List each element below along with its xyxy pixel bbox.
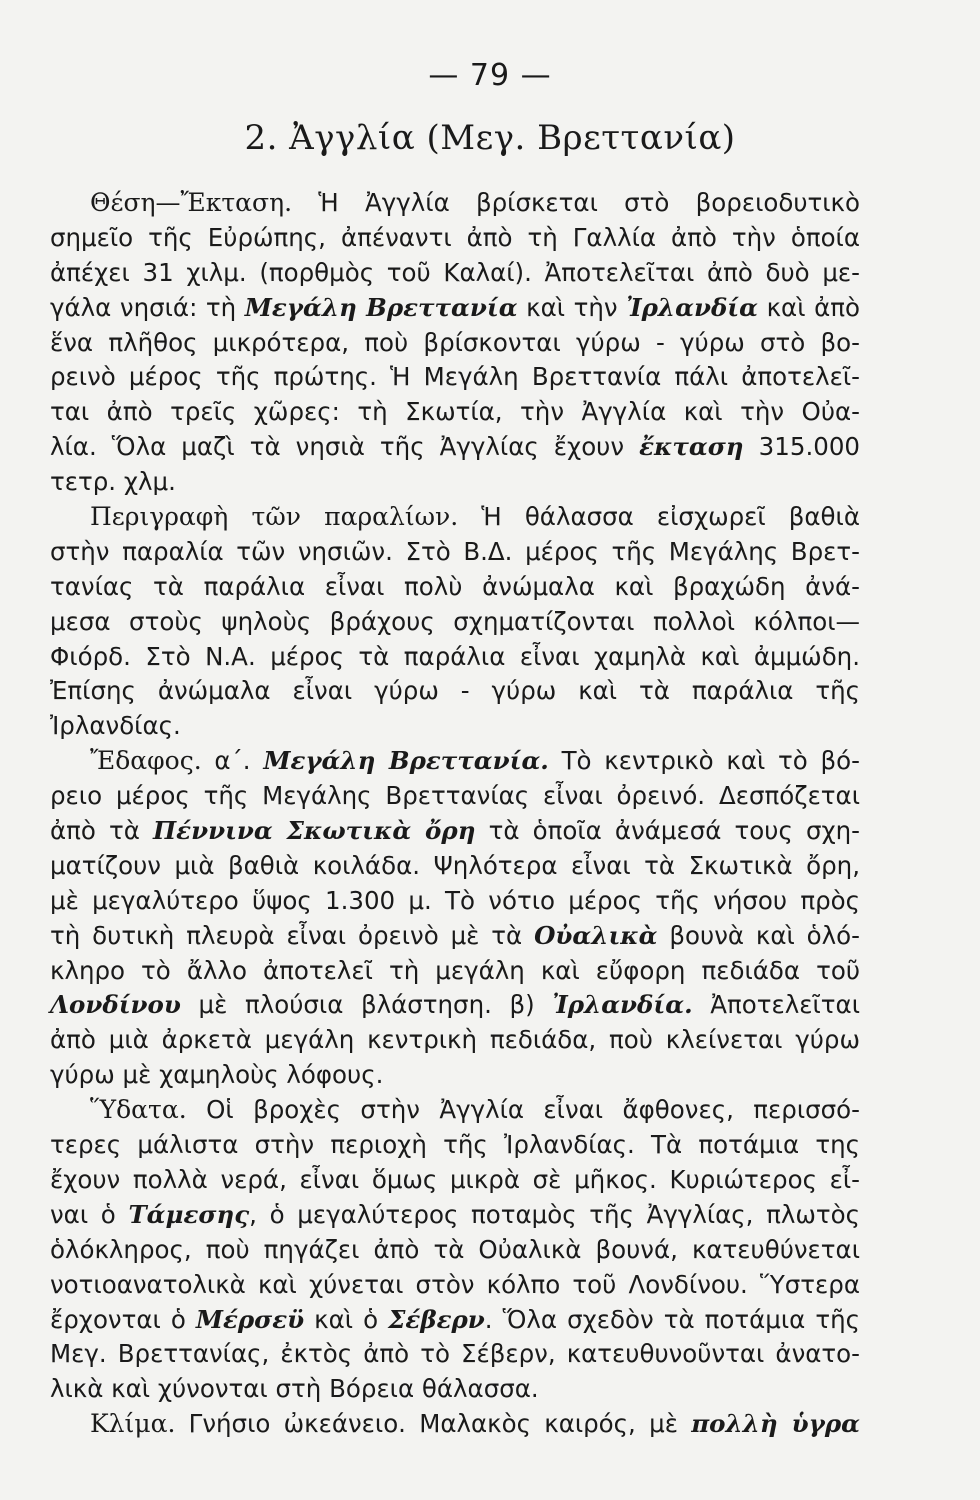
text-run: γύρω μὲ χαμηλοὺς λόφους. xyxy=(50,1060,384,1090)
text-line xyxy=(50,1163,860,1198)
text-run: βουνὰ καὶ ὁλό- xyxy=(657,920,860,950)
text-run: Ἐπίσης ἀνώμαλα εἶναι γύρω - γύρω καὶ τὰ παράλια τῆς xyxy=(50,676,860,706)
section-heading: Κλίμα. xyxy=(90,1409,176,1439)
text-line xyxy=(50,570,860,605)
text-run: ρεινὸ μέρος τῆς πρώτης. Ἡ Μεγάλη Βρεττανία πάλι ἀποτελεῖ- xyxy=(50,362,860,392)
text-line xyxy=(50,605,860,640)
text-line xyxy=(50,360,860,395)
text-run: ἔρχονται ὁ xyxy=(50,1304,196,1334)
text-line xyxy=(50,1128,860,1163)
text-line xyxy=(50,814,860,849)
text-line xyxy=(50,849,860,884)
text-run: , ὁ μεγαλύτερος ποταμὸς τῆς Ἀγγλίας, πλωτὸς xyxy=(249,1199,860,1229)
section-heading: Περιγραφὴ τῶν παραλίων. xyxy=(90,502,459,532)
text-run: α΄. xyxy=(201,746,264,776)
text-line xyxy=(50,395,860,430)
text-line xyxy=(50,1058,860,1093)
text-run: καὶ ἀπὸ xyxy=(758,292,860,322)
text-run: Φιόρδ. Στὸ Ν.Α. μέρος τὰ παράλια εἶναι χαμηλὰ καὶ ἀμμώδη. xyxy=(50,641,860,671)
text-run: σημεῖο τῆς Εὐρώπης, ἀπέναντι ἀπὸ τὴ Γαλλία ἀπὸ τὴν ὁποία xyxy=(50,222,860,252)
text-run: Ἡ Ἀγγλία βρίσκεται στὸ βορειοδυτικὸ xyxy=(292,188,860,217)
text-run: καὶ τὴν xyxy=(517,292,627,322)
text-line xyxy=(50,884,860,919)
emphasized-term: Οὐαλικὰ xyxy=(534,920,658,950)
text-line xyxy=(50,256,860,291)
emphasized-term: πολλὴ ὑγρα xyxy=(691,1409,860,1439)
text-line xyxy=(50,430,860,465)
text-run: κληρο τὸ ἄλλο ἀποτελεῖ τὴ μεγάλη καὶ εὔφορη πεδιάδα τοῦ xyxy=(50,955,860,985)
text-run: τερες μάλιστα στὴν περιοχὴ τῆς Ἰρλανδίας. Τὰ ποτάμια της xyxy=(50,1130,860,1160)
text-line xyxy=(50,954,860,989)
body-text xyxy=(50,186,860,1442)
text-line xyxy=(50,1268,860,1303)
emphasized-term: Λονδίνου xyxy=(50,990,181,1020)
text-run: ἔχουν πολλὰ νερά, εἶναι ὅμως μικρὰ σὲ μῆκος. Κυριώτερος εἶ- xyxy=(50,1164,860,1194)
text-line xyxy=(50,988,860,1023)
text-line xyxy=(50,221,860,256)
text-line xyxy=(50,744,860,779)
text-run: καὶ ὁ xyxy=(304,1304,389,1334)
text-line xyxy=(50,1303,860,1338)
emphasized-term: Σέβερν xyxy=(388,1304,485,1334)
emphasized-term: Μέρσεϋ xyxy=(195,1304,305,1334)
section-heading: Ὕδατα. xyxy=(90,1095,187,1125)
text-line xyxy=(50,1372,860,1407)
text-run: Οἱ βροχὲς στὴν Ἀγγλία εἶναι ἄφθονες, περισσό- xyxy=(186,1095,860,1125)
text-run: Μεγ. Βρεττανίας, ἐκτὸς ἀπὸ τὸ Σέβερν, κατευθυνοῦνται ἀνατο- xyxy=(50,1339,860,1369)
text-run: Ἰρλανδίας. xyxy=(50,711,181,741)
emphasized-term: Ἰρλανδία. xyxy=(552,990,693,1020)
text-run: νοτιοανατολικὰ καὶ χύνεται στὸν κόλπο τοῦ Λονδίνου. Ὕστερα xyxy=(50,1269,860,1299)
emphasized-term: Μεγάλη Βρεττανία. xyxy=(263,746,549,776)
text-line xyxy=(50,1023,860,1058)
text-run: ται ἀπὸ τρεῖς χῶρες: τὴ Σκωτία, τὴν Ἀγγλία καὶ τὴν Οὐα- xyxy=(50,397,860,427)
text-run: τὰ ὁποῖα ἀνάμεσά τους σχη- xyxy=(475,816,860,846)
text-run: ναι ὁ xyxy=(50,1199,129,1229)
text-line xyxy=(50,500,860,535)
text-run: ἀπέχει 31 χιλμ. (πορθμὸς τοῦ Καλαί). Ἀποτελεῖται ἀπὸ δυὸ με- xyxy=(50,257,860,287)
text-run: γάλα νησιά: τὴ xyxy=(50,292,245,322)
text-line xyxy=(50,186,860,221)
text-line xyxy=(50,291,860,326)
text-run: μεσα στοὺς ψηλοὺς βράχους σχηματίζονται πολλοὶ κόλποι— xyxy=(50,606,860,636)
text-run: Ἡ θάλασσα εἰσχωρεῖ βαθιὰ xyxy=(458,502,860,532)
text-line xyxy=(50,535,860,570)
text-run: τετρ. χλμ. xyxy=(50,467,176,497)
text-line xyxy=(50,919,860,954)
emphasized-term: Πέννινα Σκωτικὰ ὄρη xyxy=(153,816,476,846)
text-run: τὴ δυτικὴ πλευρὰ εἶναι ὀρεινὸ μὲ τὰ xyxy=(50,920,535,950)
text-run: ἕνα πλῆθος μικρότερα, ποὺ βρίσκονται γύρω - γύρω στὸ βο- xyxy=(50,327,860,357)
text-run: . Ὅλα σχεδὸν τὰ ποτάμια τῆς xyxy=(484,1304,860,1334)
text-run: στὴν παραλία τῶν νησιῶν. Στὸ Β.Δ. μέρος τῆς Μεγάλης Βρετ- xyxy=(50,536,860,566)
text-line xyxy=(50,465,860,500)
text-run: ὁλόκληρος, ποὺ πηγάζει ἀπὸ τὰ Οὐαλικὰ βουνά, κατευθύνεται xyxy=(50,1234,860,1264)
text-run: λικὰ καὶ χύνονται στὴ Βόρεια θάλασσα. xyxy=(50,1374,539,1404)
page-number: — 79 — xyxy=(428,58,552,93)
text-line xyxy=(50,674,860,709)
text-run: Ἀποτελεῖται xyxy=(692,990,860,1020)
text-line xyxy=(50,1233,860,1268)
text-run: Τὸ κεντρικὸ καὶ τὸ βό- xyxy=(548,746,860,776)
text-run: ματίζουν μιὰ βαθιὰ κοιλάδα. Ψηλότερα εἶναι τὰ Σκωτικὰ ὄρη, xyxy=(50,850,860,880)
text-line xyxy=(50,1093,860,1128)
text-line xyxy=(50,709,860,744)
text-run: ρειο μέρος τῆς Μεγάλης Βρεττανίας εἶναι ὀρεινό. Δεσπόζεται xyxy=(50,781,860,811)
text-run: 315.000 xyxy=(743,432,860,462)
emphasized-term: Ἰρλανδία xyxy=(626,292,759,322)
text-run: τανίας τὰ παράλια εἶναι πολὺ ἀνώμαλα καὶ βραχώδη ἀνά- xyxy=(50,571,860,601)
text-run: μὲ πλούσια βλάστηση. β) xyxy=(180,990,553,1020)
text-line xyxy=(50,1407,860,1442)
text-line xyxy=(50,1337,860,1372)
text-run: ἀπὸ τὰ xyxy=(50,816,154,846)
section-heading: Ἔδαφος. xyxy=(90,746,202,776)
chapter-title: 2. Ἀγγλία (Μεγ. Βρεττανία) xyxy=(244,118,736,158)
emphasized-term: Μεγάλη Βρεττανία xyxy=(244,292,518,322)
section-heading: Θέση—Ἔκταση. xyxy=(90,188,293,217)
text-run: ἀπὸ μιὰ ἀρκετὰ μεγάλη κεντρικὴ πεδιάδα, ποὺ κλείνεται γύρω xyxy=(50,1025,860,1055)
text-run: Γνήσιο ὠκεάνειο. Μαλακὸς καιρός, μὲ xyxy=(175,1409,692,1439)
text-line xyxy=(50,326,860,361)
emphasized-term: Τάμεσης xyxy=(128,1199,250,1229)
text-line xyxy=(50,1198,860,1233)
emphasized-term: ἔκταση xyxy=(639,432,744,462)
text-line xyxy=(50,779,860,814)
text-run: λία. Ὅλα μαζὶ τὰ νησιὰ τῆς Ἀγγλίας ἔχουν xyxy=(50,432,640,462)
text-run: μὲ μεγαλύτερο ὕψος 1.300 μ. Τὸ νότιο μέρος τῆς νήσου πρὸς xyxy=(50,885,860,915)
text-line xyxy=(50,640,860,675)
